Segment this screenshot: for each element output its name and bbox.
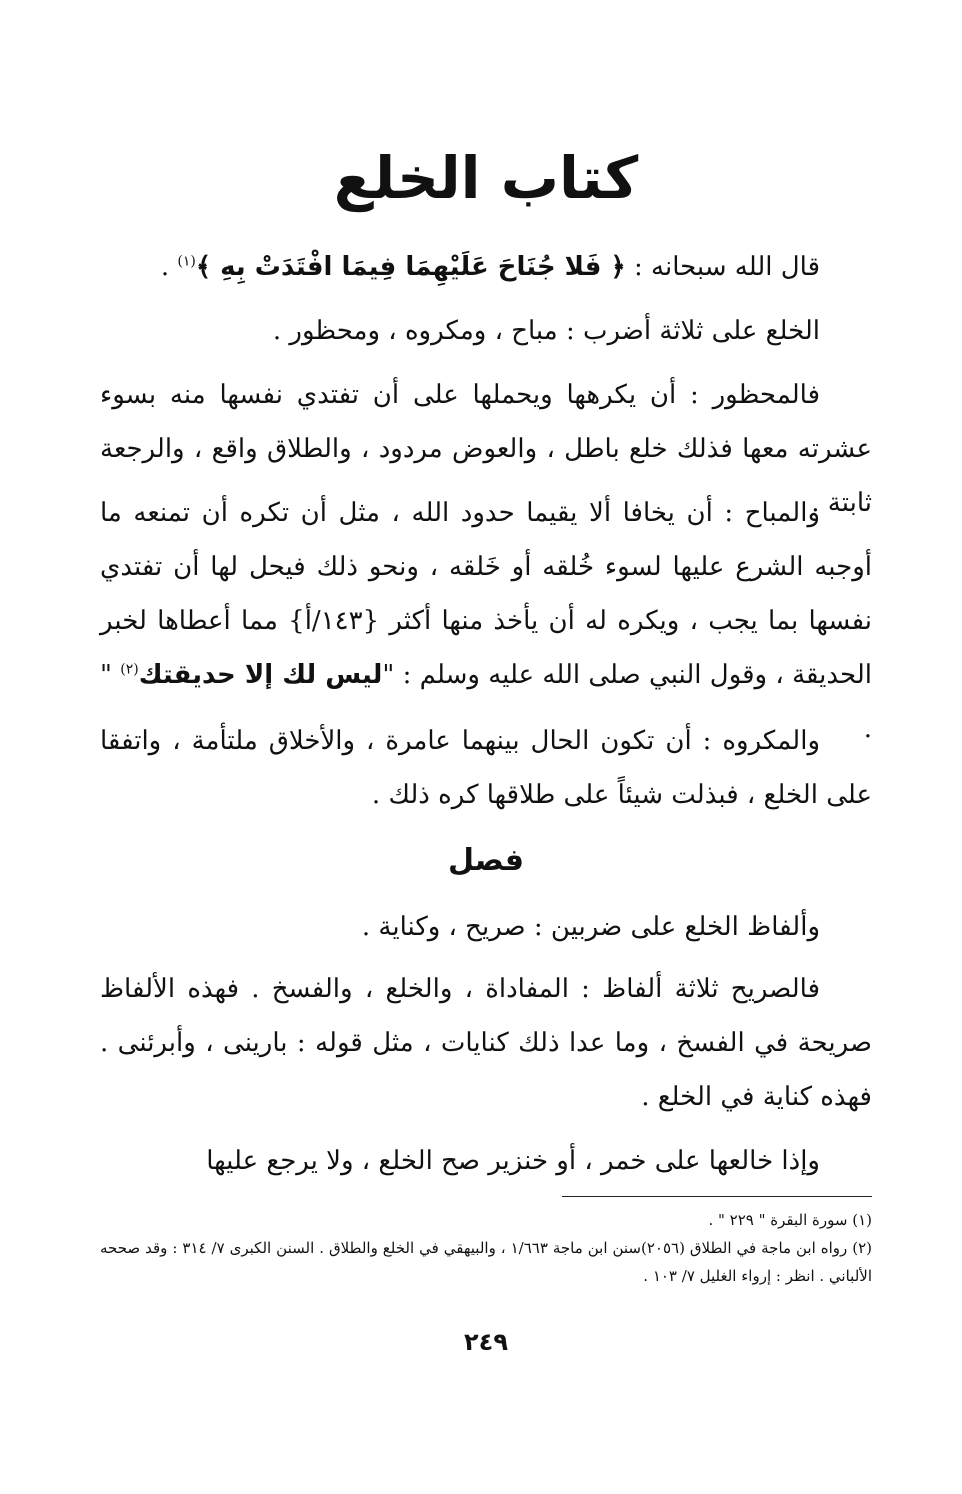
quran-tail: .	[160, 252, 178, 282]
paragraph-quran-citation	[100, 240, 872, 294]
page-number: ٢٤٩	[464, 1328, 508, 1356]
footnote-2: (٢) رواه ابن ماجة في الطلاق (٢٠٥٦)سنن ابن ماجة ١/٦٦٣ ، والبيهقي في الخلع والطلاق . السنن الكبرى ٧/ ٣١٤ : وقد صححه الألباني . انظر : إرواء الغليل ٧/ ١٠٣ .	[100, 1239, 873, 1285]
footnote-ref-2: (٢)	[120, 661, 139, 678]
types-text: الخلع على ثلاثة أضرب : مباح ، ومكروه ، ومحظور .	[272, 316, 820, 346]
paragraph-wording	[100, 900, 872, 954]
paragraph-wine-pork	[100, 1134, 872, 1188]
forbidden-text: فالمحظور : أن يكرهها ويحملها على أن تفتدي نفسها منه بسوء عشرته معها فذلك خلع باطل ، والعوض مردود ، والطلاق واقع ، والرجعة ثابتة .	[100, 380, 872, 518]
chapter-title: كتاب الخلع	[333, 144, 639, 212]
footnote-1: (١) سورة البقرة " ٢٢٩ " .	[708, 1211, 872, 1229]
footnotes	[100, 1206, 872, 1290]
permitted-text: والمباح : أن يخافا ألا يقيما حدود الله ، مثل أن تكره أن تمنعه ما أوجبه الشرع عليها لسوء خُلقه أو خَلقه ، ونحو ذلك فيحل لها أن تفتدي نفسها بما يجب ، ويكره له أن يأخذ منها أكثر {١٤٣/أ} مما أعطاها لخبر الحديقة ، وقول النبي صلى الله عليه وسلم : "	[100, 498, 872, 690]
permitted-tail: " .	[100, 660, 872, 744]
disliked-text: والمكروه : أن تكون الحال بينهما عامرة ، والأخلاق ملتأمة ، واتفقا على الخلع ، فبذلت شيئاً على طلاقها كره ذلك .	[100, 726, 872, 810]
footnote-ref-1: (١)	[177, 253, 196, 270]
section-heading: فصل	[448, 843, 524, 878]
footnote-separator	[562, 1196, 872, 1197]
paragraph-explicit	[100, 962, 872, 1124]
quran-verse: ﴿ فَلا جُنَاحَ عَلَيْهِمَا فِيمَا افْتَدَتْ بِهِ ﴾	[195, 252, 626, 282]
quran-lead: قال الله سبحانه :	[625, 252, 820, 282]
wine-pork-text: وإذا خالعها على خمر ، أو خنزير صح الخلع ، ولا يرجع عليها	[206, 1146, 820, 1176]
explicit-text: فالصريح ثلاثة ألفاظ : المفاداة ، والخلع ، والفسخ . فهذه الألفاظ صريحة في الفسخ ، وما عدا ذلك كنايات ، مثل قوله : بارينى ، وأبرئنى . فهذه كناية في الخلع .	[100, 974, 872, 1112]
wording-text: وألفاظ الخلع على ضربين : صريح ، وكناية .	[361, 912, 820, 942]
paragraph-types	[100, 304, 872, 358]
hadith-quote: ليس لك إلا حديقتك	[138, 660, 383, 690]
book-page	[100, 0, 872, 1494]
paragraph-disliked	[100, 714, 872, 822]
